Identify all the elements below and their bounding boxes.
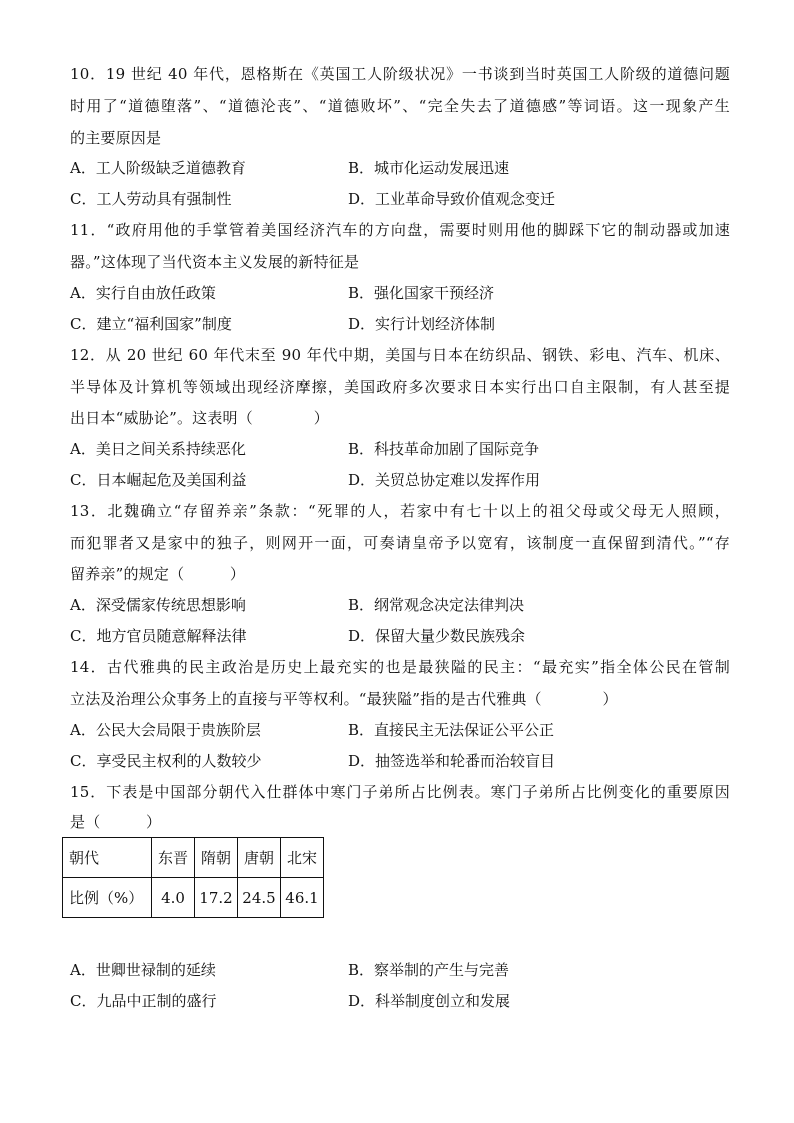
- q12-line-2: 半导体及计算机等领域出现经济摩擦，美国政府多次要求日本实行出口自主限制，有人甚至提: [70, 378, 730, 396]
- q15-option-d: D．科举制度创立和发展: [348, 992, 511, 1010]
- q12-option-d: D．关贸总协定难以发挥作用: [348, 471, 541, 489]
- table-value-cell: 46.1: [281, 878, 324, 918]
- q10-line-3: 的主要原因是: [70, 129, 162, 147]
- q10-option-a: A．工人阶级缺乏道德教育: [70, 159, 246, 177]
- q12-option-c: C．日本崛起危及美国利益: [70, 471, 247, 489]
- q12-option-b: B．科技革命加剧了国际竞争: [348, 440, 540, 458]
- q11-option-d: D．实行计划经济体制: [348, 315, 496, 333]
- q12-option-a: A．美日之间关系持续恶化: [70, 440, 246, 458]
- table-value-cell: 24.5: [238, 878, 281, 918]
- q13-option-c: C．地方官员随意解释法律: [70, 627, 247, 645]
- table-dynasty-cell: 隋朝: [195, 838, 238, 878]
- q13-option-b: B．纲常观念决定法律判决: [348, 596, 525, 614]
- table-value-cell: 4.0: [152, 878, 195, 918]
- table-dynasty-cell: 东晋: [152, 838, 195, 878]
- q15-line-1: 15．下表是中国部分朝代入仕群体中寒门子弟所占比例表。寒门子弟所占比例变化的重要原因: [70, 783, 730, 801]
- q13-option-a: A．深受儒家传统思想影响: [70, 596, 246, 614]
- q14-option-a: A．公民大会局限于贵族阶层: [70, 721, 261, 739]
- q12-line-3: 出日本“威胁论”。这表明（ ）: [70, 409, 329, 427]
- q13-option-d: D．保留大量少数民族残余: [348, 627, 526, 645]
- q15-line-2: 是（ ）: [70, 813, 162, 831]
- q13-line-2: 而犯罪者又是家中的独子，则网开一面，可奏请皇帝予以宽宥，该制度一直保留到清代。”“存: [70, 534, 730, 552]
- q10-line-1: 10．19 世纪 40 年代，恩格斯在《英国工人阶级状况》一书谈到当时英国工人阶级的道德问题: [70, 65, 730, 83]
- q15-option-a: A．世卿世禄制的延续: [70, 961, 216, 979]
- table-dynasty-cell: 唐朝: [238, 838, 281, 878]
- q12-line-1: 12．从 20 世纪 60 年代末至 90 年代中期，美国与日本在纺织品、钢铁、彩电、汽车、机床、: [70, 346, 730, 364]
- q14-line-2: 立法及治理公众事务上的直接与平等权利。“最狭隘”指的是古代雅典（ ）: [70, 690, 618, 708]
- q11-option-a: A．实行自由放任政策: [70, 284, 216, 302]
- q15-option-b: B．察举制的产生与完善: [348, 961, 510, 979]
- q11-line-2: 器。”这体现了当代资本主义发展的新特征是: [70, 253, 360, 271]
- q14-option-b: B．直接民主无法保证公平公正: [348, 721, 555, 739]
- q11-line-1: 11．“政府用他的手掌管着美国经济汽车的方向盘，需要时则用他的脚踩下它的制动器或加速: [70, 221, 730, 239]
- q11-option-b: B．强化国家干预经济: [348, 284, 495, 302]
- q10-option-d: D．工业革命导致价值观念变迁: [348, 190, 556, 208]
- q11-option-c: C．建立“福利国家”制度: [70, 315, 232, 333]
- q13-line-1: 13．北魏确立“存留养亲”条款：“死罪的人，若家中有七十以上的祖父母或父母无人照顾，: [70, 502, 730, 520]
- q10-option-b: B．城市化运动发展迅速: [348, 159, 510, 177]
- q14-line-1: 14．古代雅典的民主政治是历史上最充实的也是最狭隘的民主：“最充实”指全体公民在管制: [70, 658, 730, 676]
- q10-line-2: 时用了“道德堕落”、“道德沦丧”、“道德败坏”、“完全失去了道德感”等词语。这一现象产生: [70, 97, 730, 115]
- table-value-cell: 17.2: [195, 878, 238, 918]
- q14-option-d: D．抽签选举和轮番而治较盲目: [348, 752, 556, 770]
- table-value-row: [63, 878, 324, 918]
- q10-option-c: C．工人劳动具有强制性: [70, 190, 232, 208]
- table-dynasty-cell: 北宋: [281, 838, 324, 878]
- dynasty-ratio-table: [62, 837, 324, 918]
- table-header-label: 朝代: [63, 838, 152, 878]
- table-row-label: 比例（%）: [63, 878, 152, 918]
- table-header-row: [63, 838, 324, 878]
- q13-line-3: 留养亲”的规定（ ）: [70, 565, 246, 583]
- q15-option-c: C．九品中正制的盛行: [70, 992, 217, 1010]
- q14-option-c: C．享受民主权利的人数较少: [70, 752, 262, 770]
